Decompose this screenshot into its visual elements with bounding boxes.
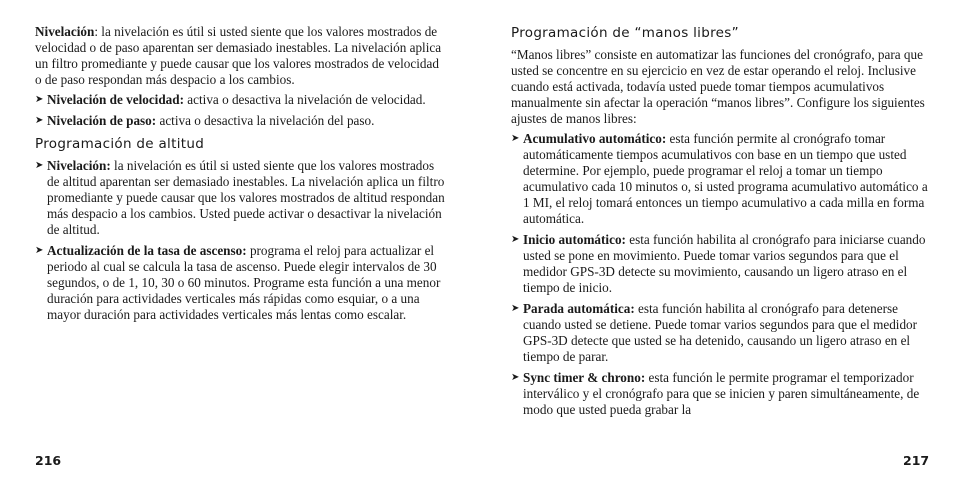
item-term: Nivelación de paso: <box>47 113 157 128</box>
arrow-bullet-icon: ➤ <box>511 372 520 383</box>
item-text: activa o desactiva la nivelación del paso. <box>156 113 375 128</box>
list-item-sync-timer <box>511 370 929 418</box>
item-text: programa el reloj para actualizar el periodo al cual se calcula la tasa de ascenso. Puede elegir intervalos de 30 segundos, o de 1, 10, 30 o 60 minutos. Programe esta función a una menor duración para actividades verticales más rápidas como esquiar, o a una mayor duración para actividades verticales más lentas como escalar. <box>47 243 441 322</box>
item-text: esta función permite al cronógrafo tomar automáticamente tiempos acumulativos con base en un tiempo que usted determine. Por ejemplo, puede programar el reloj a tomar un tiempo acumulativo cada 10 minutos o, si usted programa acumulativo automático a 1 MI, el reloj tomará entonces un tiempo acumulativo a cada milla en forma automática. <box>523 131 928 226</box>
right-page <box>511 24 929 423</box>
smoothing-term: Nivelación <box>35 24 95 39</box>
item-term: Acumulativo automático: <box>523 131 667 146</box>
item-term: Nivelación de velocidad: <box>47 92 184 107</box>
altitude-heading: Programación de altitud <box>35 136 205 152</box>
item-text: esta función le permite programar el temporizador interválico y el cronógrafo para que se inicien y paren simultáneamente, de modo que usted pueda grabar la <box>523 370 920 417</box>
item-term: Nivelación: <box>47 158 111 173</box>
item-text: la nivelación es útil si usted siente que los valores mostrados de altitud aparentan ser demasiado inestables. La nivelación aplica un filtro promediante y puede causar que los valores mostrados de altitud respondan más despacio a los cambios. Usted puede activar o desactivar la nivelación de altitud. <box>47 158 445 237</box>
list-item-auto-lap <box>511 131 929 227</box>
arrow-bullet-icon: ➤ <box>35 245 44 256</box>
arrow-bullet-icon: ➤ <box>35 160 44 171</box>
list-item-auto-start <box>511 232 929 296</box>
item-term: Sync timer & chrono: <box>523 370 646 385</box>
item-text: activa o desactiva la nivelación de velocidad. <box>184 92 426 107</box>
smoothing-intro <box>35 24 448 88</box>
arrow-bullet-icon: ➤ <box>511 234 520 245</box>
list-item-ascent-rate <box>35 243 448 323</box>
list-item-auto-stop <box>511 301 929 365</box>
arrow-bullet-icon: ➤ <box>35 94 44 105</box>
hands-free-intro: “Manos libres” consiste en automatizar las funciones del cronógrafo, para que usted se concentre en su ejercicio en vez de estar operando el reloj. Inclusive cuando está activada, todavía usted puede tomar tiempos acumulativos manualmente sin afectar la operación “manos libres”. Configure los siguientes ajustes de manos libres: <box>511 47 925 126</box>
page-number-right: 217 <box>903 453 930 468</box>
list-item-speed-smoothing <box>35 92 448 108</box>
list-item-altitude-smoothing <box>35 158 448 238</box>
left-page <box>35 24 448 328</box>
arrow-bullet-icon: ➤ <box>35 115 44 126</box>
arrow-bullet-icon: ➤ <box>511 133 520 144</box>
smoothing-text: : la nivelación es útil si usted siente que los valores mostrados de velocidad o de paso aparentan ser demasiado inestables. La nivelación aplica un filtro promediante y puede causar que los valores mostrados de velocidad o de paso respondan más despacio a los cambios. <box>35 24 442 87</box>
item-term: Actualización de la tasa de ascenso: <box>47 243 247 258</box>
hands-free-heading: Programación de “manos libres” <box>511 25 739 41</box>
page-number-left: 216 <box>35 453 62 468</box>
item-term: Inicio automático: <box>523 232 626 247</box>
item-term: Parada automática: <box>523 301 635 316</box>
arrow-bullet-icon: ➤ <box>511 303 520 314</box>
item-text: esta función habilita al cronógrafo para detenerse cuando usted se detiene. Puede tomar varios segundos para que el medidor GPS-3D detecte que usted se ha detenido, causando un ligero atraso en el tiempo de parar. <box>523 301 918 364</box>
item-text: esta función habilita al cronógrafo para iniciarse cuando usted se pone en movimiento. Puede tomar varios segundos para que el medidor GPS-3D detecte su movimiento, causando un ligero atraso en el tiempo de inicio. <box>523 232 926 295</box>
list-item-pace-smoothing <box>35 113 448 129</box>
